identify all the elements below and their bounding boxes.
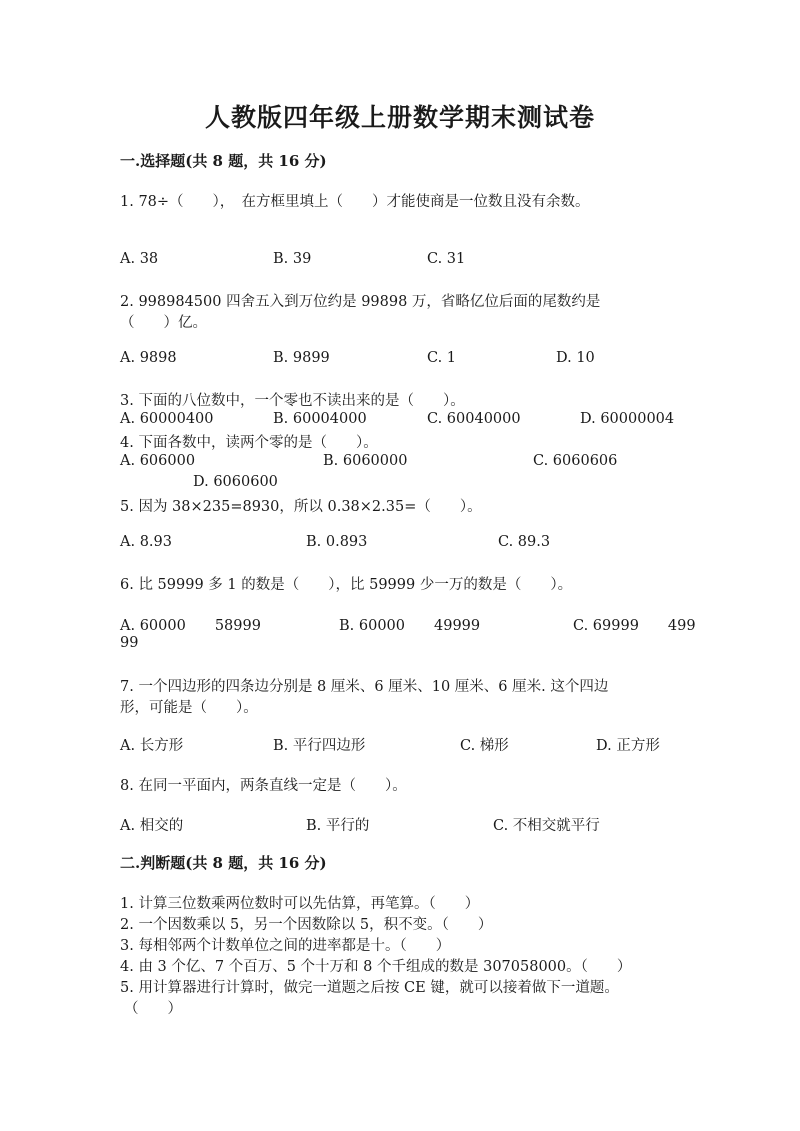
q8-option-c: C. 不相交就平行 [493, 818, 600, 834]
question-8: 8. 在同一平面内，两条直线一定是（ ）。 [120, 778, 407, 794]
q2-option-b: B. 9899 [273, 350, 330, 366]
q2-option-c: C. 1 [427, 350, 457, 366]
judgement-item-1: 1. 计算三位数乘两位数时可以先估算，再笔算。（ ） [120, 896, 480, 912]
q6-option-b: B. 60000 49999 [339, 618, 481, 634]
section-heading-choice: 一.选择题(共 8 题，共 16 分) [120, 152, 327, 170]
judgement-item-4: 4. 由 3 个亿、7 个百万、5 个十万和 8 个千组成的数是 307058000。（ ） [120, 959, 632, 975]
q7-option-d: D. 正方形 [596, 738, 660, 754]
q8-option-b: B. 平行的 [306, 818, 370, 834]
judgement-item-2: 2. 一个因数乘以 5，另一个因数除以 5，积不变。（ ） [120, 917, 493, 933]
question-7-line-1: 7. 一个四边形的四条边分别是 8 厘米、6 厘米、10 厘米、6 厘米. 这个四边 [120, 679, 609, 695]
question-2-line-2: （ ）亿。 [120, 315, 207, 331]
q6-option-c-wrap: 99 [120, 635, 139, 651]
section-heading-judgement: 二.判断题(共 8 题，共 16 分) [120, 854, 327, 872]
judgement-item-5: 5. 用计算器进行计算时，做完一道题之后按 CE 键，就可以接着做下一道题。 [120, 980, 619, 996]
q1-option-b: B. 39 [273, 251, 312, 267]
q5-option-a: A. 8.93 [120, 534, 172, 550]
q6-option-c: C. 69999 499 [573, 618, 696, 634]
q3-option-a: A. 60000400 [120, 411, 214, 427]
question-2-line-1: 2. 998984500 四舍五入到万位约是 99898 万，省略亿位后面的尾数约是 [120, 294, 601, 310]
question-7-line-2: 形，可能是（ ）。 [120, 700, 258, 716]
q4-option-c: C. 6060606 [533, 453, 618, 469]
q3-option-d: D. 60000004 [580, 411, 675, 427]
q3-option-c: C. 60040000 [427, 411, 521, 427]
q7-option-b: B. 平行四边形 [273, 738, 366, 754]
page-title: 人教版四年级上册数学期末测试卷 [204, 103, 595, 132]
q2-option-a: A. 9898 [120, 350, 177, 366]
question-4: 4. 下面各数中，读两个零的是（ ）。 [120, 435, 378, 451]
q1-option-a: A. 38 [120, 251, 159, 267]
judgement-item-5-blank: （ ） [124, 1001, 182, 1017]
q6-option-a: A. 60000 58999 [120, 618, 261, 634]
q8-option-a: A. 相交的 [120, 818, 184, 834]
q4-option-b: B. 6060000 [323, 453, 408, 469]
q5-option-c: C. 89.3 [498, 534, 551, 550]
question-3: 3. 下面的八位数中，一个零也不读出来的是（ ）。 [120, 393, 465, 409]
judgement-item-3: 3. 每相邻两个计数单位之间的进率都是十。（ ） [120, 938, 451, 954]
q5-option-b: B. 0.893 [306, 534, 368, 550]
q3-option-b: B. 60004000 [273, 411, 367, 427]
question-1: 1. 78÷（ ）， 在方框里填上（ ）才能使商是一位数且没有余数。 [120, 194, 590, 210]
q1-option-c: C. 31 [427, 251, 466, 267]
q7-option-a: A. 长方形 [120, 738, 184, 754]
question-6: 6. 比 59999 多 1 的数是（ ），比 59999 少一万的数是（ ）。 [120, 577, 573, 593]
q4-option-d: D. 6060600 [193, 474, 278, 490]
q4-option-a: A. 606000 [120, 453, 196, 469]
q7-option-c: C. 梯形 [460, 738, 509, 754]
q2-option-d: D. 10 [556, 350, 595, 366]
question-5: 5. 因为 38×235=8930，所以 0.38×2.35=（ ）。 [120, 499, 482, 515]
